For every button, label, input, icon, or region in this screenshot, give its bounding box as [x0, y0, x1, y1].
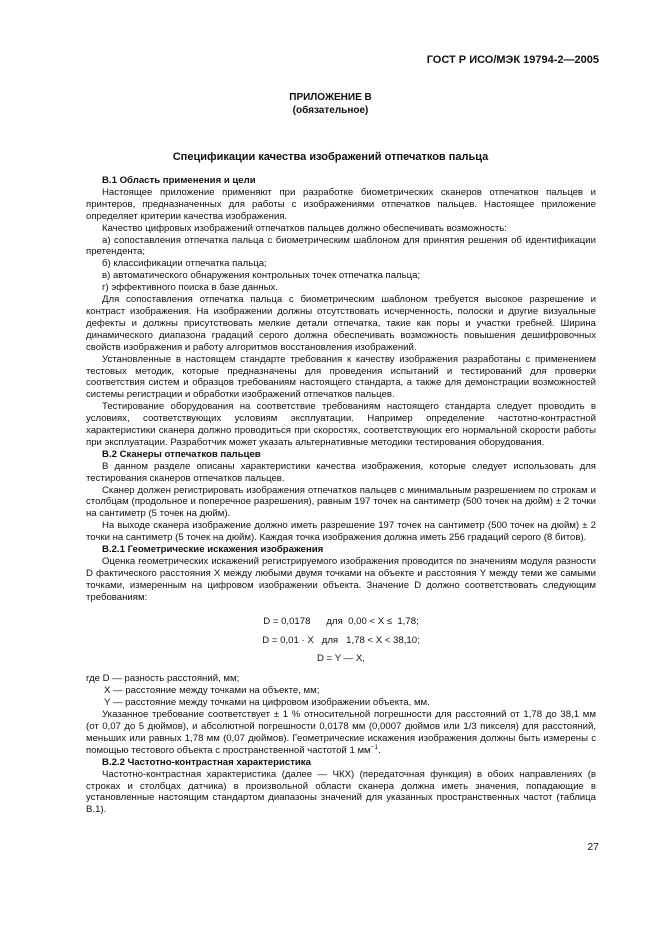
formula: D = Y — X,	[317, 653, 365, 665]
standard-header: ГОСТ Р ИСО/МЭК 19794-2—2005	[426, 54, 599, 66]
subsection-heading: В.2.1 Геометрические искажения изображения	[102, 544, 324, 556]
page-number: 27	[587, 841, 599, 853]
paragraph: Тестирование оборудования на соответствие требованиям настоящего стандарта следует проводить в условиях, соответствующих условиям эксплуатации. Например определение частотно-контрастной характеристики сканера должно проводиться при скоростях, соответствующих его нормальной скорости работы при эксплуатации. Разработчик может указать альтернативные методики тестирования оборудования.	[86, 401, 596, 448]
formula: D = 0,01 · X для 1,78 < X < 38,10;	[262, 634, 420, 646]
document-body	[86, 175, 596, 816]
section-heading: В.2 Сканеры отпечатков пальцев	[102, 448, 261, 460]
legend-line: X — расстояние между точками на объекте, мм;	[104, 685, 320, 697]
paragraph-end: .	[378, 744, 381, 756]
annex-note: (обязательное)	[292, 105, 369, 116]
annex-title: ПРИЛОЖЕНИЕ В	[289, 92, 372, 103]
superscript: −1	[370, 743, 379, 751]
list-item: а) сопоставления отпечатка пальца с биометрическим шаблоном для принятия решения об идентификации претендента;	[86, 234, 596, 258]
paragraph: Частотно-контрастная характеристика (далее — ЧКХ) (передаточная функция) в обоих направлениях (в строках и столбцах датчика) в произвольной области сканера должна иметь значения, попадающие в установленные настоящим стандартом диапазоны значений для указанных пространственных частот (таблица В.1).	[86, 768, 596, 816]
paragraph: Установленные в настоящем стандарте требования к качеству изображения разработаны с применением тестовых методик, которые предназначены для проведения испытаний и тестирований для проверки соответствия систем и образцов требованиям настоящего стандарта, а также для демонстрации возможностей системы регистрации и обработки изображений отпечатков пальцев.	[86, 353, 596, 401]
document-title: Спецификации качества изображений отпечатков пальца	[172, 151, 489, 163]
paragraph: На выходе сканера изображение должно иметь разрешение 197 точек на сантиметр (500 точек на дюйм) ± 2 точки на сантиметр (5 точек на дюйм). Каждая точка изображения должна иметь 256 градаций серого (8 битов).	[86, 520, 596, 544]
legend-line: где D — разность расстояний, мм;	[86, 673, 240, 685]
paragraph: Сканер должен регистрировать изображения отпечатков пальцев с минимальным разрешением по строкам и столбцам (продольное и поперечное разрешения), равным 197 точек на сантиметр (500 точек на дюйм) ± 2 точки на сантиметр (5 точек на дюйм).	[86, 484, 596, 520]
paragraph: Для сопоставления отпечатка пальца с биометрическим шаблоном требуется высокое разрешение и контраст изображения. На изображении должны отсутствовать исчерченность, полоски и другие визуальные дефекты и должны присутствовать мелкие детали отпечатка, такие как поры и участки гребней. Ширина динамического диапазона градаций серого должна обеспечивать возможность повышения дешифровочных свойств изображения и работу алгоритмов восстановления изображений.	[86, 294, 596, 353]
subsection-heading: В.2.2 Частотно-контрастная характеристика	[102, 756, 311, 768]
formula: D = 0,0178 для 0,00 < X ≤ 1,78;	[263, 615, 419, 627]
annex-heading	[0, 91, 661, 117]
paragraph: Оценка геометрических искажений регистрируемого изображения проводится по значениям модуля разности D фактического расстояния X между любыми двумя точками на объекте и расстояния Y между теми же самыми точками, измеренным на цифровом изображении объекта. Значение D должно соответствовать следующим требованиям:	[86, 556, 596, 603]
paragraph	[86, 709, 596, 757]
paragraph: Настоящее приложение применяют при разработке биометрических сканеров отпечатков пальцев и принтеров, предназначенных для работы с изображениями отпечатков пальцев. Настоящее приложение определяет критерии качества изображения.	[86, 186, 596, 222]
legend-line: Y — расстояние между точками на цифровом изображении объекта, мм.	[104, 697, 430, 709]
paragraph-text: Указанное требование соответствует ± 1 % относительной погрешности для расстояний от 1,78 до 38,1 мм (от 0,07 до 5 дюймов), и абсолютной погрешности 0,0178 мм (0,0007 дюймов или 1/3 пикселя) для расстояний, меньших или равных 1,78 мм (0,07 дюймов). Геометрические искажения изображения должны быть измерены с помощью тестового объекта с пространственной частотой 1 мм	[86, 709, 596, 756]
paragraph: Качество цифровых изображений отпечатков пальцев должно обеспечивать возможность:	[102, 222, 507, 234]
list-item: в) автоматического обнаружения контрольных точек отпечатка пальца;	[102, 270, 421, 282]
list-item: г) эффективного поиска в базе данных.	[102, 282, 278, 294]
paragraph: В данном разделе описаны характеристики качества изображения, которые следует использовать для тестирования сканеров отпечатков пальцев.	[86, 460, 596, 484]
list-item: б) классификации отпечатка пальца;	[102, 258, 267, 270]
section-heading: В.1 Область применения и цели	[102, 175, 256, 186]
